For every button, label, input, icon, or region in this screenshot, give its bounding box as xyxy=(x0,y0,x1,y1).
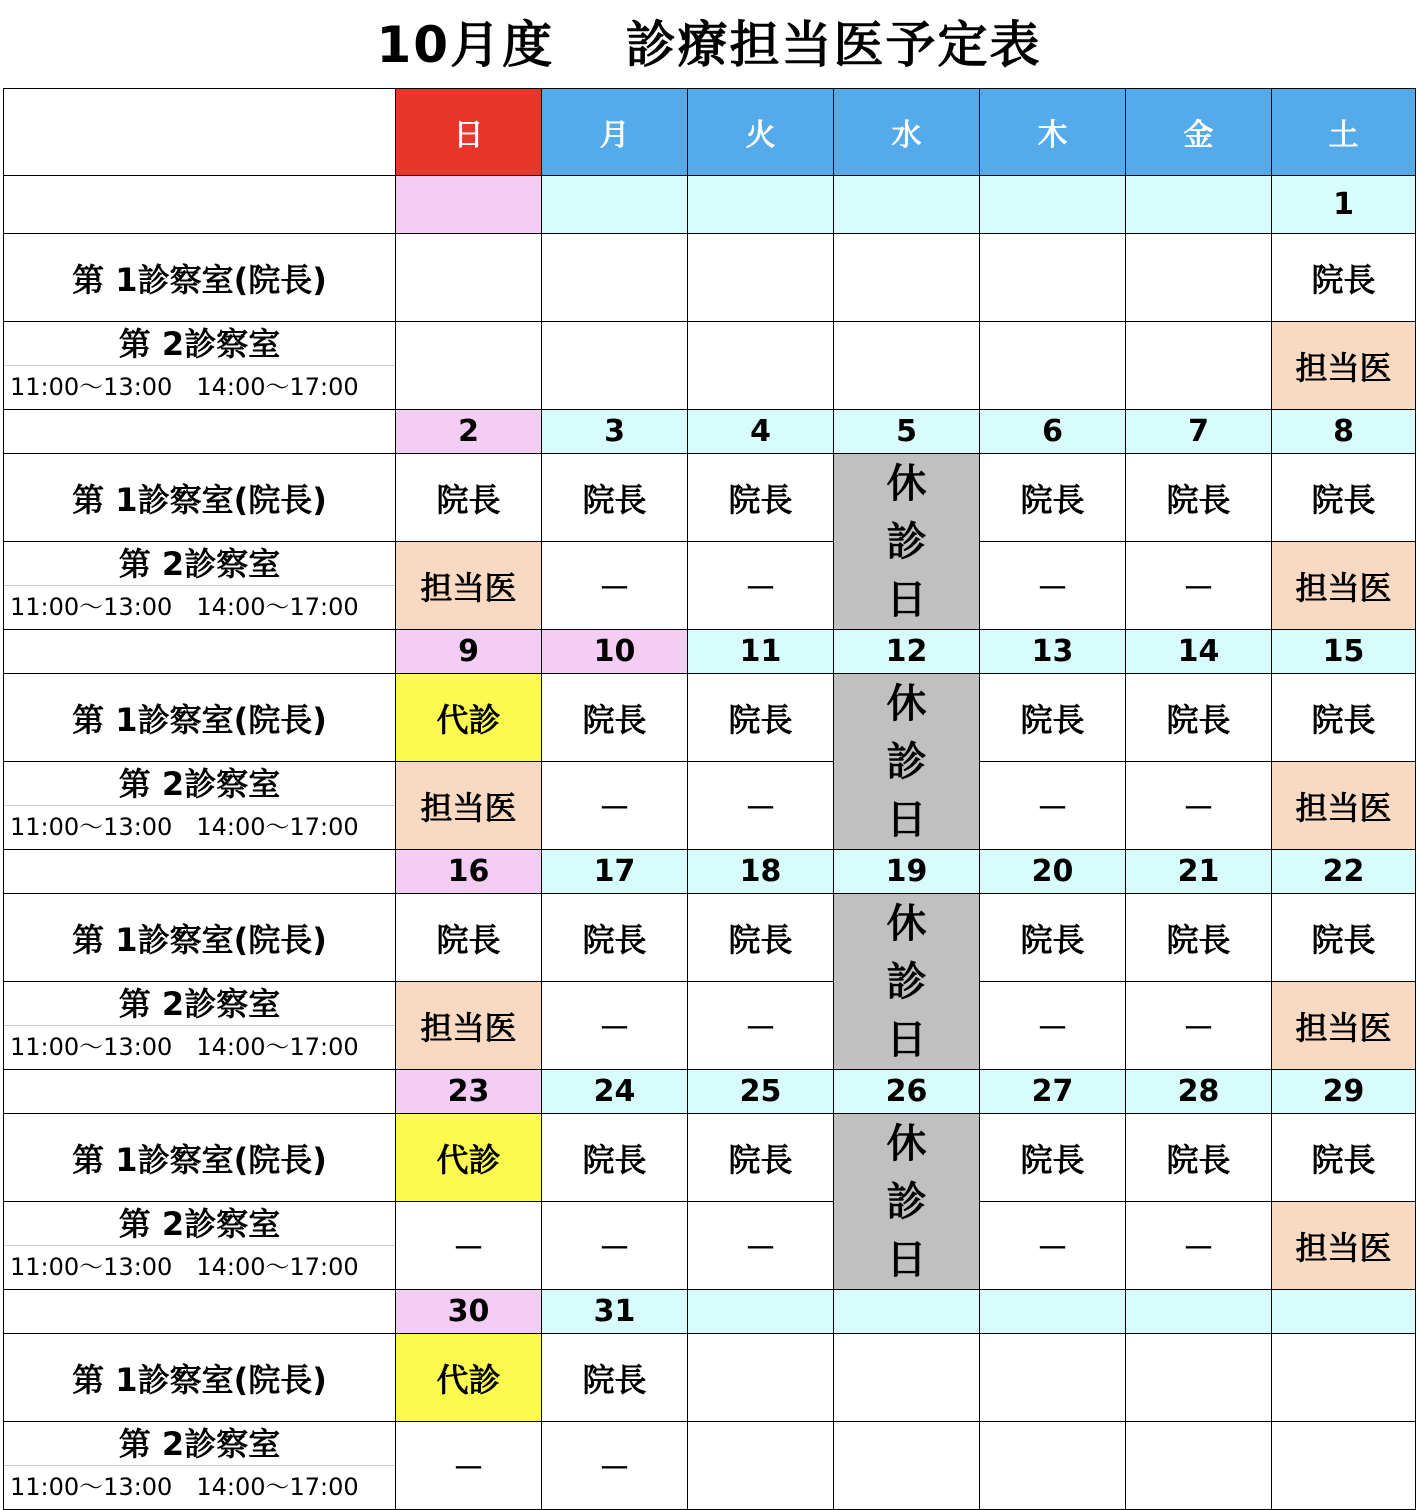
closed-char: 日 xyxy=(886,576,927,623)
room2-cell: － xyxy=(688,1202,834,1290)
room1-label: 第 1診察室(院長) xyxy=(4,234,396,322)
date-row-label xyxy=(4,410,396,454)
room2-cell: － xyxy=(396,1202,542,1290)
room2-cell: － xyxy=(542,982,688,1070)
room1-cell xyxy=(834,234,980,322)
room1-cell xyxy=(688,1334,834,1422)
room1-cell: 院長 xyxy=(1126,454,1272,542)
weekday-header-mon: 月 xyxy=(542,89,688,176)
date-cell: 26 xyxy=(834,1070,980,1114)
room1-cell xyxy=(542,234,688,322)
room2-row xyxy=(4,1202,1416,1290)
room1-row xyxy=(4,1114,1416,1202)
room2-row xyxy=(4,1422,1416,1510)
room2-cell xyxy=(1126,322,1272,410)
room2-label xyxy=(4,1422,396,1510)
room2-label-title: 第 2診察室 xyxy=(4,1203,395,1246)
room2-cell: － xyxy=(980,542,1126,630)
room2-cell: 担当医 xyxy=(396,542,542,630)
room1-cell: 院長 xyxy=(542,894,688,982)
room1-label: 第 1診察室(院長) xyxy=(4,1114,396,1202)
room2-cell: － xyxy=(1126,762,1272,850)
room2-cell: 担当医 xyxy=(1272,982,1416,1070)
date-cell: 4 xyxy=(688,410,834,454)
room1-cell: 代診 xyxy=(396,674,542,762)
date-row xyxy=(4,1070,1416,1114)
date-cell: 22 xyxy=(1272,850,1416,894)
room2-cell xyxy=(688,1422,834,1510)
date-cell: 24 xyxy=(542,1070,688,1114)
room1-cell: 院長 xyxy=(1126,674,1272,762)
room1-cell xyxy=(1126,234,1272,322)
room1-cell: 院長 xyxy=(1272,894,1416,982)
date-row-label xyxy=(4,1070,396,1114)
date-cell xyxy=(834,176,980,234)
weekday-header-tue: 火 xyxy=(688,89,834,176)
room2-label-title: 第 2診察室 xyxy=(4,1423,395,1466)
room2-hours: 11:00～13:00 14:00～17:00 xyxy=(10,813,359,841)
room1-cell: 院長 xyxy=(980,454,1126,542)
room2-cell: － xyxy=(542,542,688,630)
room1-cell xyxy=(1126,1334,1272,1422)
room1-row xyxy=(4,674,1416,762)
date-row-label xyxy=(4,630,396,674)
date-row xyxy=(4,410,1416,454)
room1-cell: 院長 xyxy=(1126,894,1272,982)
room2-cell xyxy=(834,322,980,410)
closed-day-cell xyxy=(834,674,980,850)
date-cell xyxy=(834,1290,980,1334)
room1-cell: 院長 xyxy=(980,674,1126,762)
room1-row xyxy=(4,454,1416,542)
room2-cell xyxy=(1126,1422,1272,1510)
date-cell: 25 xyxy=(688,1070,834,1114)
room1-cell: 院長 xyxy=(688,1114,834,1202)
room2-cell xyxy=(396,322,542,410)
date-cell: 28 xyxy=(1126,1070,1272,1114)
date-cell: 23 xyxy=(396,1070,542,1114)
room2-label-title: 第 2診察室 xyxy=(4,323,395,366)
date-row xyxy=(4,176,1416,234)
room2-label xyxy=(4,762,396,850)
room1-label: 第 1診察室(院長) xyxy=(4,674,396,762)
room1-cell xyxy=(688,234,834,322)
room1-cell: 院長 xyxy=(688,674,834,762)
room2-cell: － xyxy=(980,762,1126,850)
closed-char: 休 xyxy=(886,900,927,947)
date-cell: 5 xyxy=(834,410,980,454)
date-cell: 21 xyxy=(1126,850,1272,894)
room2-hours: 11:00～13:00 14:00～17:00 xyxy=(10,1473,359,1501)
closed-char: 休 xyxy=(886,1120,927,1167)
room2-cell: － xyxy=(396,1422,542,1510)
date-cell xyxy=(1126,1290,1272,1334)
date-cell: 2 xyxy=(396,410,542,454)
room1-cell: 院長 xyxy=(1272,454,1416,542)
room2-label-title: 第 2診察室 xyxy=(4,543,395,586)
room1-cell: 院長 xyxy=(980,1114,1126,1202)
date-cell: 11 xyxy=(688,630,834,674)
date-cell: 3 xyxy=(542,410,688,454)
closed-char: 診 xyxy=(886,518,927,565)
room2-cell: 担当医 xyxy=(396,982,542,1070)
room2-hours: 11:00～13:00 14:00～17:00 xyxy=(10,373,359,401)
room1-row xyxy=(4,1334,1416,1422)
date-cell xyxy=(688,1290,834,1334)
room2-cell: － xyxy=(688,762,834,850)
date-cell xyxy=(542,176,688,234)
closed-char: 日 xyxy=(886,1016,927,1063)
room2-cell xyxy=(834,1422,980,1510)
date-cell: 14 xyxy=(1126,630,1272,674)
room1-cell xyxy=(396,234,542,322)
room1-cell xyxy=(980,1334,1126,1422)
room2-cell: － xyxy=(980,982,1126,1070)
room2-cell: 担当医 xyxy=(1272,762,1416,850)
room1-row xyxy=(4,234,1416,322)
room1-cell xyxy=(980,234,1126,322)
room2-cell: － xyxy=(542,1422,688,1510)
room2-cell: － xyxy=(1126,982,1272,1070)
room1-cell: 院長 xyxy=(688,454,834,542)
room1-cell: 院長 xyxy=(542,1114,688,1202)
room2-row xyxy=(4,762,1416,850)
room2-row xyxy=(4,982,1416,1070)
date-cell: 7 xyxy=(1126,410,1272,454)
room2-cell xyxy=(980,1422,1126,1510)
room2-cell xyxy=(688,322,834,410)
closed-char: 休 xyxy=(886,460,927,507)
date-cell: 1 xyxy=(1272,176,1416,234)
closed-char: 休 xyxy=(886,680,927,727)
date-cell xyxy=(396,176,542,234)
room2-cell: 担当医 xyxy=(396,762,542,850)
date-cell xyxy=(1126,176,1272,234)
closed-char: 日 xyxy=(886,1236,927,1283)
room2-label xyxy=(4,1202,396,1290)
date-cell: 15 xyxy=(1272,630,1416,674)
room2-cell: 担当医 xyxy=(1272,542,1416,630)
schedule-table xyxy=(3,88,1416,1510)
date-row-label xyxy=(4,176,396,234)
date-cell: 8 xyxy=(1272,410,1416,454)
room2-cell: 担当医 xyxy=(1272,322,1416,410)
weekday-header-sat: 土 xyxy=(1272,89,1416,176)
corner-cell xyxy=(4,89,396,176)
date-row-label xyxy=(4,850,396,894)
room2-cell: － xyxy=(542,762,688,850)
weekday-header-sun: 日 xyxy=(396,89,542,176)
room1-cell xyxy=(834,1334,980,1422)
room1-cell: 院長 xyxy=(980,894,1126,982)
date-cell: 29 xyxy=(1272,1070,1416,1114)
room2-hours: 11:00～13:00 14:00～17:00 xyxy=(10,1033,359,1061)
room1-cell xyxy=(1272,1334,1416,1422)
closed-char: 日 xyxy=(886,796,927,843)
room1-cell: 院長 xyxy=(1272,1114,1416,1202)
page-title: 10月度 診療担当医予定表 xyxy=(376,16,1042,74)
date-cell: 10 xyxy=(542,630,688,674)
date-cell: 9 xyxy=(396,630,542,674)
room1-label: 第 1診察室(院長) xyxy=(4,894,396,982)
room2-label-title: 第 2診察室 xyxy=(4,983,395,1026)
room1-cell: 院長 xyxy=(396,894,542,982)
closed-day-cell xyxy=(834,1114,980,1290)
room2-cell: － xyxy=(1126,542,1272,630)
closed-day-cell xyxy=(834,894,980,1070)
room1-cell: 院長 xyxy=(542,1334,688,1422)
room1-row xyxy=(4,894,1416,982)
room1-cell: 院長 xyxy=(1272,234,1416,322)
room2-label-title: 第 2診察室 xyxy=(4,763,395,806)
room1-label: 第 1診察室(院長) xyxy=(4,454,396,542)
room1-cell: 院長 xyxy=(688,894,834,982)
room2-label xyxy=(4,982,396,1070)
date-cell: 6 xyxy=(980,410,1126,454)
room2-hours: 11:00～13:00 14:00～17:00 xyxy=(10,1253,359,1281)
closed-char: 診 xyxy=(886,738,927,785)
room2-cell xyxy=(980,322,1126,410)
closed-day-cell xyxy=(834,454,980,630)
date-cell: 12 xyxy=(834,630,980,674)
date-cell: 20 xyxy=(980,850,1126,894)
date-cell: 16 xyxy=(396,850,542,894)
room1-cell: 院長 xyxy=(1126,1114,1272,1202)
room2-cell: － xyxy=(980,1202,1126,1290)
room2-cell: － xyxy=(688,542,834,630)
room2-cell xyxy=(542,322,688,410)
room2-row xyxy=(4,322,1416,410)
date-cell: 17 xyxy=(542,850,688,894)
room1-cell: 院長 xyxy=(542,454,688,542)
room2-cell: － xyxy=(1126,1202,1272,1290)
date-cell: 13 xyxy=(980,630,1126,674)
date-cell xyxy=(688,176,834,234)
date-cell xyxy=(1272,1290,1416,1334)
weekday-header-thu: 木 xyxy=(980,89,1126,176)
room2-label xyxy=(4,542,396,630)
date-cell xyxy=(980,176,1126,234)
room2-cell: 担当医 xyxy=(1272,1202,1416,1290)
weekday-header-fri: 金 xyxy=(1126,89,1272,176)
room2-cell xyxy=(1272,1422,1416,1510)
room1-cell: 代診 xyxy=(396,1114,542,1202)
room1-cell: 院長 xyxy=(1272,674,1416,762)
date-cell xyxy=(980,1290,1126,1334)
date-cell: 27 xyxy=(980,1070,1126,1114)
room1-cell: 代診 xyxy=(396,1334,542,1422)
closed-char: 診 xyxy=(886,1178,927,1225)
date-row xyxy=(4,1290,1416,1334)
date-row xyxy=(4,850,1416,894)
date-cell: 31 xyxy=(542,1290,688,1334)
room2-hours: 11:00～13:00 14:00～17:00 xyxy=(10,593,359,621)
weekday-header-row xyxy=(4,89,1416,176)
date-row-label xyxy=(4,1290,396,1334)
room1-cell: 院長 xyxy=(396,454,542,542)
room2-cell: － xyxy=(542,1202,688,1290)
date-row xyxy=(4,630,1416,674)
room1-label: 第 1診察室(院長) xyxy=(4,1334,396,1422)
date-cell: 19 xyxy=(834,850,980,894)
room1-cell: 院長 xyxy=(542,674,688,762)
date-cell: 18 xyxy=(688,850,834,894)
room2-cell: － xyxy=(688,982,834,1070)
date-cell: 30 xyxy=(396,1290,542,1334)
closed-char: 診 xyxy=(886,958,927,1005)
weekday-header-wed: 水 xyxy=(834,89,980,176)
room2-row xyxy=(4,542,1416,630)
room2-label xyxy=(4,322,396,410)
